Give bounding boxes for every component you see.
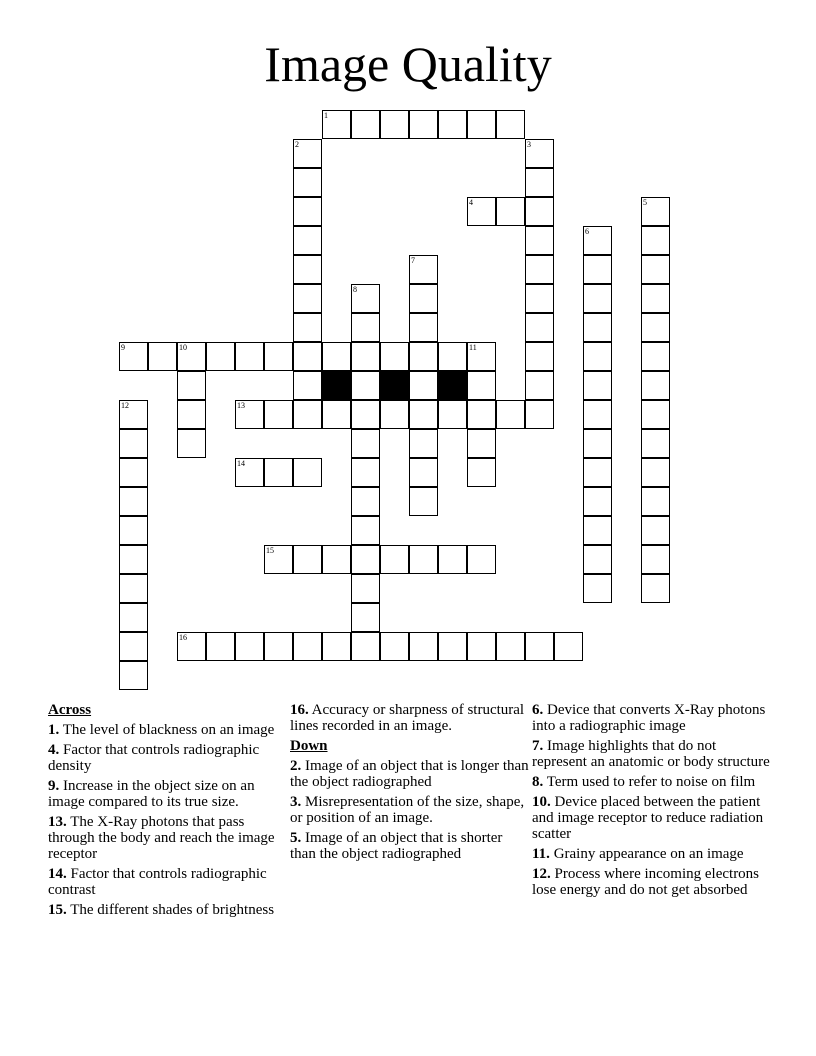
grid-cell[interactable] bbox=[583, 545, 612, 574]
grid-cell[interactable] bbox=[525, 371, 554, 400]
grid-cell[interactable] bbox=[351, 429, 380, 458]
grid-cell[interactable] bbox=[119, 661, 148, 690]
grid-cell[interactable] bbox=[641, 400, 670, 429]
clue-number: 6. bbox=[532, 702, 544, 718]
grid-cell[interactable] bbox=[380, 632, 409, 661]
grid-cell[interactable] bbox=[206, 632, 235, 661]
cell-number: 4 bbox=[469, 198, 473, 207]
grid-cell[interactable] bbox=[351, 371, 380, 400]
clue-across-16 bbox=[290, 702, 530, 734]
clue-number: 13. bbox=[48, 814, 67, 830]
cell-number: 16 bbox=[179, 633, 187, 642]
grid-cell[interactable] bbox=[119, 574, 148, 603]
grid-cell[interactable] bbox=[583, 284, 612, 313]
cell-number: 12 bbox=[121, 401, 129, 410]
grid-cell[interactable] bbox=[409, 458, 438, 487]
grid-cell[interactable] bbox=[351, 632, 380, 661]
clue-across-14 bbox=[48, 866, 288, 898]
grid-cell[interactable] bbox=[438, 342, 467, 371]
grid-cell[interactable] bbox=[409, 371, 438, 400]
across-heading: Across bbox=[48, 702, 92, 718]
clue-number: 15. bbox=[48, 902, 67, 918]
clue-text: Term used to refer to noise on film bbox=[543, 774, 756, 790]
grid-cell[interactable] bbox=[322, 632, 351, 661]
grid-cell[interactable] bbox=[496, 632, 525, 661]
clue-text: The X-Ray photons that pass through the body and reach the image receptor bbox=[48, 814, 275, 862]
clue-text: Process where incoming electrons lose energy and do not get absorbed bbox=[532, 866, 760, 898]
clue-text: Device that converts X-Ray photons into a radiographic image bbox=[532, 702, 766, 734]
grid-cell[interactable] bbox=[119, 603, 148, 632]
grid-cell[interactable] bbox=[177, 400, 206, 429]
grid-cell[interactable] bbox=[438, 632, 467, 661]
grid-cell[interactable] bbox=[177, 371, 206, 400]
puzzle-title: Image Quality bbox=[264, 36, 552, 92]
grid-cell[interactable] bbox=[322, 545, 351, 574]
grid-cell[interactable] bbox=[293, 632, 322, 661]
clue-text: Factor that controls radiographic contrast bbox=[48, 866, 267, 898]
grid-cell[interactable] bbox=[409, 429, 438, 458]
grid-cell[interactable] bbox=[409, 284, 438, 313]
grid-cell[interactable] bbox=[293, 400, 322, 429]
grid-cell[interactable] bbox=[583, 429, 612, 458]
clue-number: 1. bbox=[48, 722, 60, 738]
clue-across-4 bbox=[48, 742, 288, 774]
grid-cell[interactable] bbox=[583, 487, 612, 516]
grid-cell[interactable] bbox=[235, 342, 264, 371]
clue-down-5 bbox=[290, 830, 530, 862]
grid-cell[interactable] bbox=[119, 400, 148, 429]
cell-number: 6 bbox=[585, 227, 589, 236]
grid-cell[interactable] bbox=[641, 255, 670, 284]
clue-number: 8. bbox=[532, 774, 544, 790]
grid-cell[interactable] bbox=[554, 632, 583, 661]
grid-cell[interactable] bbox=[119, 516, 148, 545]
grid-cell[interactable] bbox=[438, 110, 467, 139]
cell-number: 5 bbox=[643, 198, 647, 207]
grid-cell[interactable] bbox=[641, 487, 670, 516]
grid-cell[interactable] bbox=[264, 342, 293, 371]
clue-number: 5. bbox=[290, 830, 302, 846]
clue-text: Increase in the object size on an image compared to its true size. bbox=[48, 778, 255, 810]
grid-cell[interactable] bbox=[641, 429, 670, 458]
grid-cell[interactable] bbox=[351, 545, 380, 574]
clue-number: 14. bbox=[48, 866, 67, 882]
clue-down-6 bbox=[532, 702, 772, 734]
grid-cell[interactable] bbox=[467, 632, 496, 661]
grid-cell[interactable] bbox=[235, 458, 264, 487]
grid-cell[interactable] bbox=[293, 197, 322, 226]
clue-text: The different shades of brightness bbox=[66, 902, 275, 918]
grid-cell[interactable] bbox=[525, 226, 554, 255]
clue-number: 4. bbox=[48, 742, 60, 758]
grid-cell[interactable] bbox=[641, 516, 670, 545]
cell-number: 3 bbox=[527, 140, 531, 149]
grid-cell[interactable] bbox=[119, 342, 148, 371]
clue-number: 12. bbox=[532, 866, 551, 882]
grid-cell[interactable] bbox=[525, 168, 554, 197]
clue-text: Image of an object that is shorter than the object radiographed bbox=[290, 830, 503, 862]
grid-cell[interactable] bbox=[380, 342, 409, 371]
grid-cell[interactable] bbox=[467, 458, 496, 487]
grid-cell[interactable] bbox=[264, 545, 293, 574]
cell-number: 1 bbox=[324, 111, 328, 120]
clues-column-1 bbox=[48, 702, 288, 922]
grid-cell[interactable] bbox=[322, 400, 351, 429]
grid-cell[interactable] bbox=[525, 139, 554, 168]
grid-cell[interactable] bbox=[177, 632, 206, 661]
grid-cell[interactable] bbox=[351, 574, 380, 603]
clue-down-3 bbox=[290, 794, 530, 826]
grid-cell[interactable] bbox=[583, 255, 612, 284]
grid-cell[interactable] bbox=[583, 574, 612, 603]
clue-text: Misrepresentation of the size, shape, or position of an image. bbox=[290, 794, 525, 826]
black-square bbox=[438, 371, 467, 400]
grid-cell[interactable] bbox=[641, 284, 670, 313]
grid-cell[interactable] bbox=[641, 545, 670, 574]
grid-cell[interactable] bbox=[409, 342, 438, 371]
grid-cell[interactable] bbox=[438, 545, 467, 574]
grid-cell[interactable] bbox=[525, 313, 554, 342]
grid-cell[interactable] bbox=[467, 110, 496, 139]
clue-number: 16. bbox=[290, 702, 309, 718]
grid-cell[interactable] bbox=[119, 429, 148, 458]
grid-cell[interactable] bbox=[583, 400, 612, 429]
grid-cell[interactable] bbox=[351, 487, 380, 516]
grid-cell[interactable] bbox=[351, 284, 380, 313]
grid-cell[interactable] bbox=[409, 255, 438, 284]
grid-cell[interactable] bbox=[641, 574, 670, 603]
grid-cell[interactable] bbox=[583, 371, 612, 400]
black-square bbox=[322, 371, 351, 400]
grid-cell[interactable] bbox=[322, 110, 351, 139]
clue-number: 7. bbox=[532, 738, 544, 754]
cell-number: 15 bbox=[266, 546, 274, 555]
grid-cell[interactable] bbox=[641, 371, 670, 400]
grid-cell[interactable] bbox=[293, 371, 322, 400]
clue-down-8 bbox=[532, 774, 772, 790]
grid-cell[interactable] bbox=[525, 284, 554, 313]
grid-cell[interactable] bbox=[206, 342, 235, 371]
grid-cell[interactable] bbox=[409, 632, 438, 661]
grid-cell[interactable] bbox=[351, 342, 380, 371]
grid-cell[interactable] bbox=[467, 197, 496, 226]
grid-cell[interactable] bbox=[177, 429, 206, 458]
grid-cell[interactable] bbox=[409, 313, 438, 342]
grid-cell[interactable] bbox=[525, 632, 554, 661]
grid-cell[interactable] bbox=[119, 632, 148, 661]
grid-cell[interactable] bbox=[119, 487, 148, 516]
cell-number: 7 bbox=[411, 256, 415, 265]
grid-cell[interactable] bbox=[351, 458, 380, 487]
grid-cell[interactable] bbox=[409, 110, 438, 139]
clue-text: Factor that controls radiographic density bbox=[48, 742, 260, 774]
grid-cell[interactable] bbox=[438, 400, 467, 429]
grid-cell[interactable] bbox=[641, 226, 670, 255]
grid-cell[interactable] bbox=[583, 458, 612, 487]
black-square bbox=[380, 371, 409, 400]
clue-number: 2. bbox=[290, 758, 302, 774]
grid-cell[interactable] bbox=[583, 226, 612, 255]
grid-cell[interactable] bbox=[641, 342, 670, 371]
clues-column-3 bbox=[532, 702, 772, 902]
grid-cell[interactable] bbox=[293, 545, 322, 574]
grid-cell[interactable] bbox=[409, 400, 438, 429]
grid-cell[interactable] bbox=[235, 400, 264, 429]
grid-cell[interactable] bbox=[380, 110, 409, 139]
clue-number: 10. bbox=[532, 794, 551, 810]
grid-cell[interactable] bbox=[583, 516, 612, 545]
cell-number: 11 bbox=[469, 343, 477, 352]
clue-text: Accuracy or sharpness of structural lines recorded in an image. bbox=[290, 702, 525, 734]
clue-down-11 bbox=[532, 846, 772, 862]
clue-down-10 bbox=[532, 794, 772, 842]
grid-cell[interactable] bbox=[525, 400, 554, 429]
cell-number: 14 bbox=[237, 459, 245, 468]
grid-cell[interactable] bbox=[496, 110, 525, 139]
grid-cell[interactable] bbox=[235, 632, 264, 661]
clue-across-13 bbox=[48, 814, 288, 862]
grid-cell[interactable] bbox=[293, 226, 322, 255]
grid-cell[interactable] bbox=[380, 545, 409, 574]
grid-cell[interactable] bbox=[583, 342, 612, 371]
grid-cell[interactable] bbox=[351, 400, 380, 429]
clue-down-12 bbox=[532, 866, 772, 898]
grid-cell[interactable] bbox=[641, 197, 670, 226]
grid-cell[interactable] bbox=[525, 255, 554, 284]
grid-cell[interactable] bbox=[119, 458, 148, 487]
grid-cell[interactable] bbox=[264, 458, 293, 487]
grid-cell[interactable] bbox=[293, 313, 322, 342]
grid-cell[interactable] bbox=[641, 458, 670, 487]
grid-cell[interactable] bbox=[322, 342, 351, 371]
grid-cell[interactable] bbox=[641, 313, 670, 342]
grid-cell[interactable] bbox=[148, 342, 177, 371]
grid-cell[interactable] bbox=[467, 342, 496, 371]
clue-number: 9. bbox=[48, 778, 60, 794]
grid-cell[interactable] bbox=[293, 342, 322, 371]
cell-number: 2 bbox=[295, 140, 299, 149]
grid-cell[interactable] bbox=[264, 400, 293, 429]
grid-cell[interactable] bbox=[351, 110, 380, 139]
grid-cell[interactable] bbox=[119, 545, 148, 574]
clue-text: Image of an object that is longer than the object radiographed bbox=[290, 758, 529, 790]
clue-number: 3. bbox=[290, 794, 302, 810]
clue-across-9 bbox=[48, 778, 288, 810]
cell-number: 8 bbox=[353, 285, 357, 294]
grid-cell[interactable] bbox=[177, 342, 206, 371]
clue-number: 11. bbox=[532, 846, 550, 862]
grid-cell[interactable] bbox=[583, 313, 612, 342]
down-heading: Down bbox=[290, 738, 328, 754]
grid-cell[interactable] bbox=[293, 168, 322, 197]
cell-number: 9 bbox=[121, 343, 125, 352]
clue-down-2 bbox=[290, 758, 530, 790]
grid-cell[interactable] bbox=[351, 313, 380, 342]
clue-across-15 bbox=[48, 902, 288, 918]
grid-cell[interactable] bbox=[409, 487, 438, 516]
clue-text: Device placed between the patient and image receptor to reduce radiation scatter bbox=[532, 794, 764, 842]
clue-down-7 bbox=[532, 738, 772, 770]
grid-cell[interactable] bbox=[467, 371, 496, 400]
grid-cell[interactable] bbox=[409, 545, 438, 574]
grid-cell[interactable] bbox=[496, 400, 525, 429]
grid-cell[interactable] bbox=[293, 284, 322, 313]
grid-cell[interactable] bbox=[293, 139, 322, 168]
clue-text: Image highlights that do not represent an anatomic or body structure bbox=[532, 738, 770, 770]
clue-text: The level of blackness on an image bbox=[59, 722, 275, 738]
clues-column-2 bbox=[290, 702, 530, 866]
grid-cell[interactable] bbox=[467, 545, 496, 574]
grid-cell[interactable] bbox=[293, 458, 322, 487]
grid-cell[interactable] bbox=[293, 255, 322, 284]
grid-cell[interactable] bbox=[351, 516, 380, 545]
grid-cell[interactable] bbox=[467, 400, 496, 429]
grid-cell[interactable] bbox=[351, 603, 380, 632]
grid-cell[interactable] bbox=[525, 197, 554, 226]
grid-cell[interactable] bbox=[467, 429, 496, 458]
clue-text: Grainy appearance on an image bbox=[549, 846, 744, 862]
grid-cell[interactable] bbox=[380, 400, 409, 429]
grid-cell[interactable] bbox=[264, 632, 293, 661]
cell-number: 13 bbox=[237, 401, 245, 410]
clue-across-1 bbox=[48, 722, 288, 738]
grid-cell[interactable] bbox=[525, 342, 554, 371]
cell-number: 10 bbox=[179, 343, 187, 352]
grid-cell[interactable] bbox=[496, 197, 525, 226]
